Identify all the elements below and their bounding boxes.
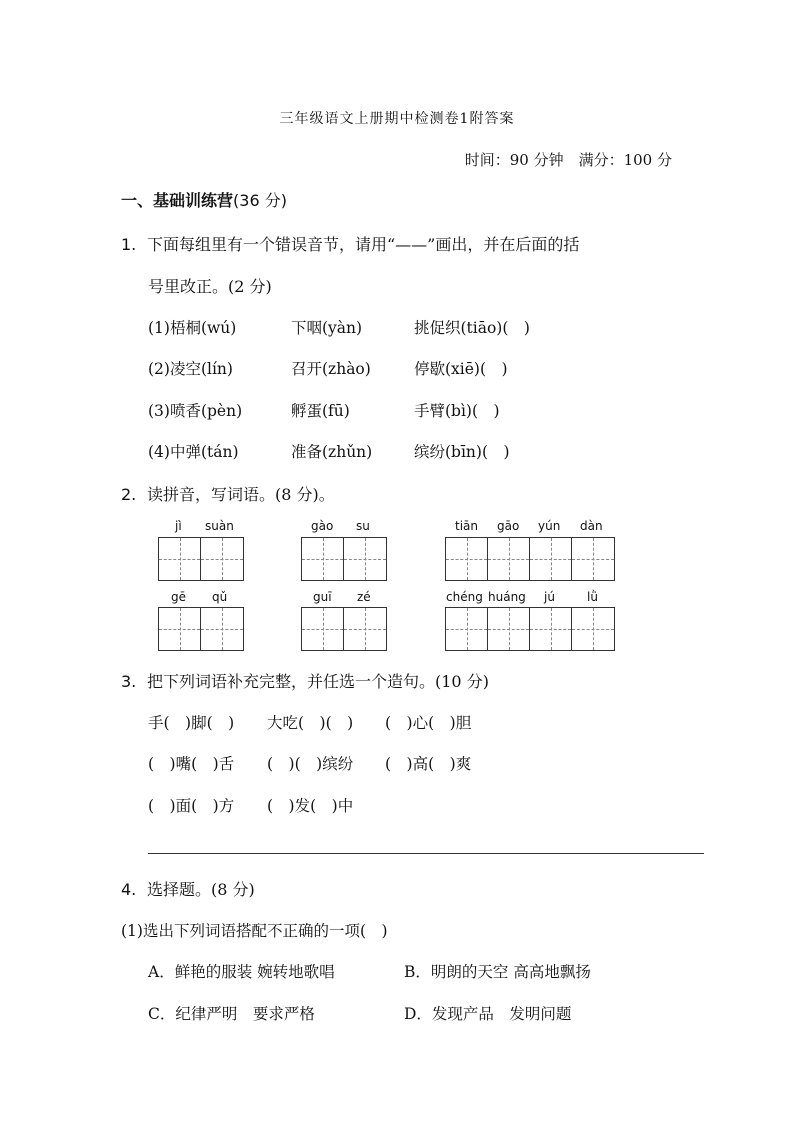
writing-cell[interactable]	[572, 608, 614, 650]
sentence-answer-line[interactable]	[148, 853, 704, 854]
q1-item: (1)梧桐(wú)	[148, 319, 237, 337]
question-number: 3.	[121, 672, 137, 691]
question-text: 下面每组里有一个错误音节，请用“——”画出，并在后面的括	[147, 235, 580, 254]
option-a: A．鲜艳的服装 婉转地歌唱	[148, 963, 335, 981]
q3-row-1	[0, 711, 794, 735]
pinyin-label: zé	[357, 590, 371, 604]
q1-row-3	[0, 399, 794, 423]
writing-cell[interactable]	[488, 538, 530, 580]
question-text: 选择题。(8 分)	[147, 880, 255, 899]
q1-row-1	[0, 316, 794, 340]
pinyin-label: guī	[313, 590, 332, 604]
q1-row-4	[0, 440, 794, 464]
pinyin-label: su	[356, 519, 370, 533]
question-number: 4.	[121, 880, 137, 899]
q1-item: 召开(zhào)	[291, 360, 371, 378]
question-text: 读拼音，写词语。(8 分)。	[147, 485, 335, 504]
q3-row-3	[0, 794, 794, 818]
idiom-blank: ( )面( )方	[148, 797, 235, 815]
writing-cell[interactable]	[302, 538, 344, 580]
section-points: (36 分)	[233, 191, 287, 210]
pinyin-label: chéng	[446, 590, 483, 604]
writing-cell[interactable]	[446, 608, 488, 650]
writing-cell[interactable]	[344, 608, 386, 650]
idiom-blank: ( )高( )爽	[385, 755, 472, 773]
question-4	[121, 877, 255, 900]
pinyin-label: yún	[538, 519, 561, 533]
question-2	[121, 482, 335, 505]
idiom-blank: ( )发( )中	[267, 797, 354, 815]
writing-cell[interactable]	[201, 538, 243, 580]
question-text: 把下列词语补充完整，并任选一个造句。(10 分)	[147, 672, 489, 691]
question-1-line1	[121, 232, 579, 255]
q1-item: (4)中弹(tán)	[148, 443, 239, 461]
writing-grid[interactable]	[301, 537, 387, 581]
q1-row-2	[0, 357, 794, 381]
pinyin-label: suàn	[205, 519, 234, 533]
pinyin-label: lǜ	[587, 590, 598, 604]
pinyin-label: gē	[171, 590, 186, 604]
writing-grid[interactable]	[158, 607, 244, 651]
pinyin-label: jì	[175, 519, 182, 533]
writing-cell[interactable]	[159, 608, 201, 650]
idiom-blank: ( )心( )胆	[385, 714, 472, 732]
writing-cell[interactable]	[201, 608, 243, 650]
writing-cell[interactable]	[446, 538, 488, 580]
question-number: 2.	[121, 485, 137, 504]
idiom-blank: ( )嘴( )舌	[148, 755, 235, 773]
pinyin-label: gào	[311, 519, 334, 533]
writing-cell[interactable]	[572, 538, 614, 580]
question-1-line2: 号里改正。(2 分)	[148, 277, 272, 296]
pinyin-label: gāo	[497, 519, 520, 533]
q1-item: 挑促织(tiāo)( )	[414, 319, 530, 337]
pinyin-label: jú	[544, 590, 555, 604]
q4-sub-1: (1)选出下列词语搭配不正确的一项( )	[121, 922, 388, 940]
q1-item: (2)凌空(lín)	[148, 360, 233, 378]
q1-item: 孵蛋(fū)	[291, 402, 350, 420]
writing-cell[interactable]	[530, 608, 572, 650]
writing-grid[interactable]	[445, 607, 615, 651]
writing-cell[interactable]	[159, 538, 201, 580]
exam-meta: 时间：90 分钟 满分：100 分	[464, 151, 672, 169]
q1-item: (3)喷香(pèn)	[148, 402, 243, 420]
idiom-blank: 大吃( )( )	[267, 714, 354, 732]
writing-cell[interactable]	[530, 538, 572, 580]
writing-cell[interactable]	[344, 538, 386, 580]
option-b: B．明朗的天空 高高地飘扬	[404, 963, 591, 981]
section-heading	[121, 188, 287, 211]
q3-row-2	[0, 752, 794, 776]
option-c: C．纪律严明 要求严格	[148, 1005, 315, 1023]
option-d: D．发现产品 发明问题	[404, 1005, 572, 1023]
idiom-blank: 手( )脚( )	[148, 714, 235, 732]
document-title: 三年级语文上册期中检测卷1附答案	[279, 111, 515, 127]
q1-item: 手臂(bì)( )	[414, 402, 500, 420]
writing-grid[interactable]	[158, 537, 244, 581]
question-3	[121, 669, 489, 692]
section-label: 一、基础训练营	[121, 191, 234, 210]
writing-cell[interactable]	[302, 608, 344, 650]
pinyin-label: qǔ	[212, 590, 228, 604]
writing-grid[interactable]	[301, 607, 387, 651]
q1-item: 缤纷(bīn)( )	[414, 443, 510, 461]
pinyin-label: tiān	[455, 519, 478, 533]
q1-item: 准备(zhǔn)	[291, 443, 373, 461]
writing-grid[interactable]	[445, 537, 615, 581]
pinyin-label: dàn	[580, 519, 603, 533]
idiom-blank: ( )( )缤纷	[267, 755, 354, 773]
writing-cell[interactable]	[488, 608, 530, 650]
question-number: 1.	[121, 235, 137, 254]
q1-item: 下咽(yàn)	[291, 319, 363, 337]
q1-item: 停歇(xiē)( )	[414, 360, 508, 378]
pinyin-label: huáng	[488, 590, 526, 604]
